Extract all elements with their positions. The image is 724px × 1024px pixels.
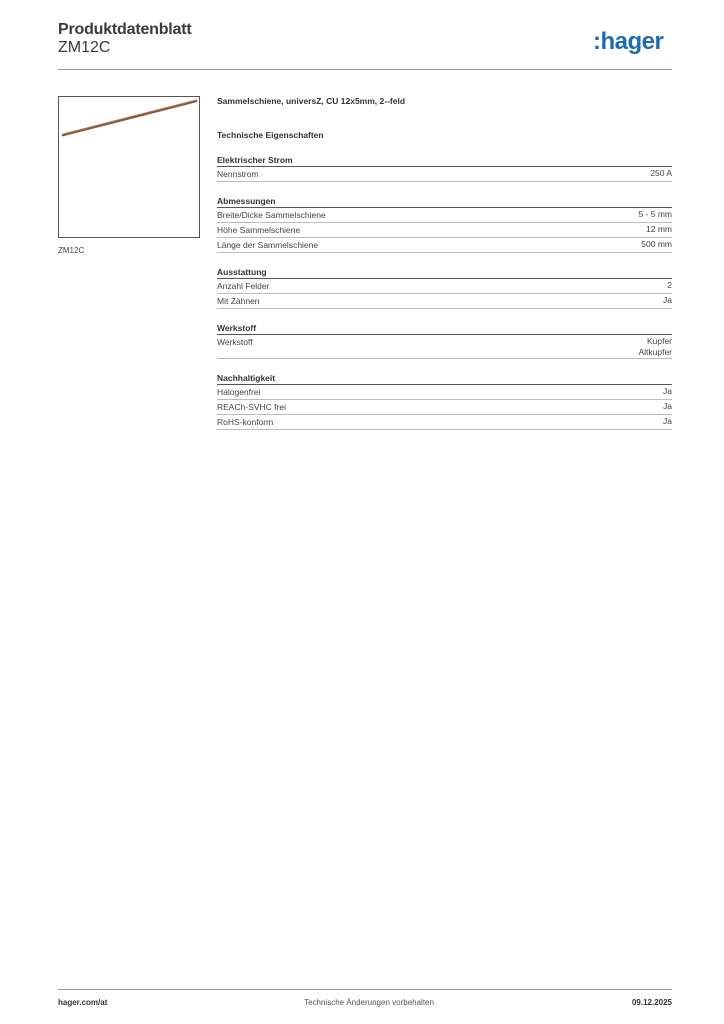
property-label: Halogenfrei: [217, 387, 261, 397]
property-label: REACh-SVHC frei: [217, 402, 286, 412]
footer-divider: [58, 989, 672, 990]
property-label: Nennstrom: [217, 169, 259, 179]
product-details: [217, 96, 672, 443]
property-value-line: 250 A: [650, 168, 672, 178]
property-label: Mit Zähnen: [217, 296, 260, 306]
property-label: Werkstoff: [217, 337, 253, 347]
property-value: [641, 239, 672, 252]
property-label: Breite/Dicke Sammelschiene: [217, 210, 326, 220]
group-title: Elektrischer Strom: [217, 154, 672, 167]
product-image: [58, 96, 200, 238]
property-value-line: Ja: [663, 386, 672, 396]
property-label: RoHS-konform: [217, 417, 274, 427]
property-value: [663, 401, 672, 414]
property-value-line: Ja: [663, 416, 672, 426]
property-value-line: 12 mm: [646, 224, 672, 234]
group-title: Abmessungen: [217, 195, 672, 208]
property-value-line: Kupfer: [646, 336, 672, 346]
property-row: [217, 294, 672, 309]
property-value-line: Ja: [663, 401, 672, 411]
property-row: [217, 415, 672, 430]
group-title: Ausstattung: [217, 266, 672, 279]
product-description: Sammelschiene, universZ, CU 12x5mm, 2--feld: [217, 96, 406, 106]
property-row: [217, 385, 672, 400]
property-group: [217, 266, 672, 309]
footer-date: 09.12.2025: [631, 998, 672, 1007]
header-divider: [58, 69, 672, 70]
hager-logo: :hager: [593, 28, 664, 55]
property-value: [663, 295, 672, 308]
property-value-line: Ja: [663, 295, 672, 305]
property-value-line: 2: [667, 280, 672, 290]
property-label: Länge der Sammelschiene: [217, 240, 319, 250]
product-code: ZM12C: [58, 39, 111, 56]
property-groups: [217, 154, 672, 430]
property-value-line: 5 - 5 mm: [638, 209, 672, 219]
properties-heading: Technische Eigenschaften: [217, 130, 324, 140]
property-value: [650, 168, 672, 181]
group-title: Werkstoff: [217, 322, 672, 335]
property-value: [646, 224, 672, 237]
property-value: [663, 416, 672, 429]
property-value: [638, 209, 672, 222]
image-caption: ZM12C: [58, 246, 85, 255]
busbar-image: [59, 97, 199, 237]
property-group: [217, 372, 672, 430]
page-title: Produktdatenblatt: [58, 21, 192, 38]
footer-website: hager.com/at: [58, 998, 108, 1007]
group-title: Nachhaltigkeit: [217, 372, 672, 385]
property-row: [217, 335, 672, 359]
property-label: Anzahl Felder: [217, 281, 270, 291]
property-row: [217, 167, 672, 182]
property-row: [217, 279, 672, 294]
property-label: Höhe Sammelschiene: [217, 225, 301, 235]
property-value: [663, 386, 672, 399]
property-group: [217, 322, 672, 359]
property-group: [217, 195, 672, 253]
property-row: [217, 400, 672, 415]
property-row: [217, 223, 672, 238]
property-value: [638, 336, 672, 358]
property-row: [217, 208, 672, 223]
property-value-line: Altkupfer: [638, 347, 672, 357]
property-value-line: 500 mm: [641, 239, 672, 249]
property-group: [217, 154, 672, 182]
footer-disclaimer: Technische Änderungen vorbehalten: [304, 998, 434, 1007]
property-row: [217, 238, 672, 253]
property-value: [667, 280, 672, 293]
